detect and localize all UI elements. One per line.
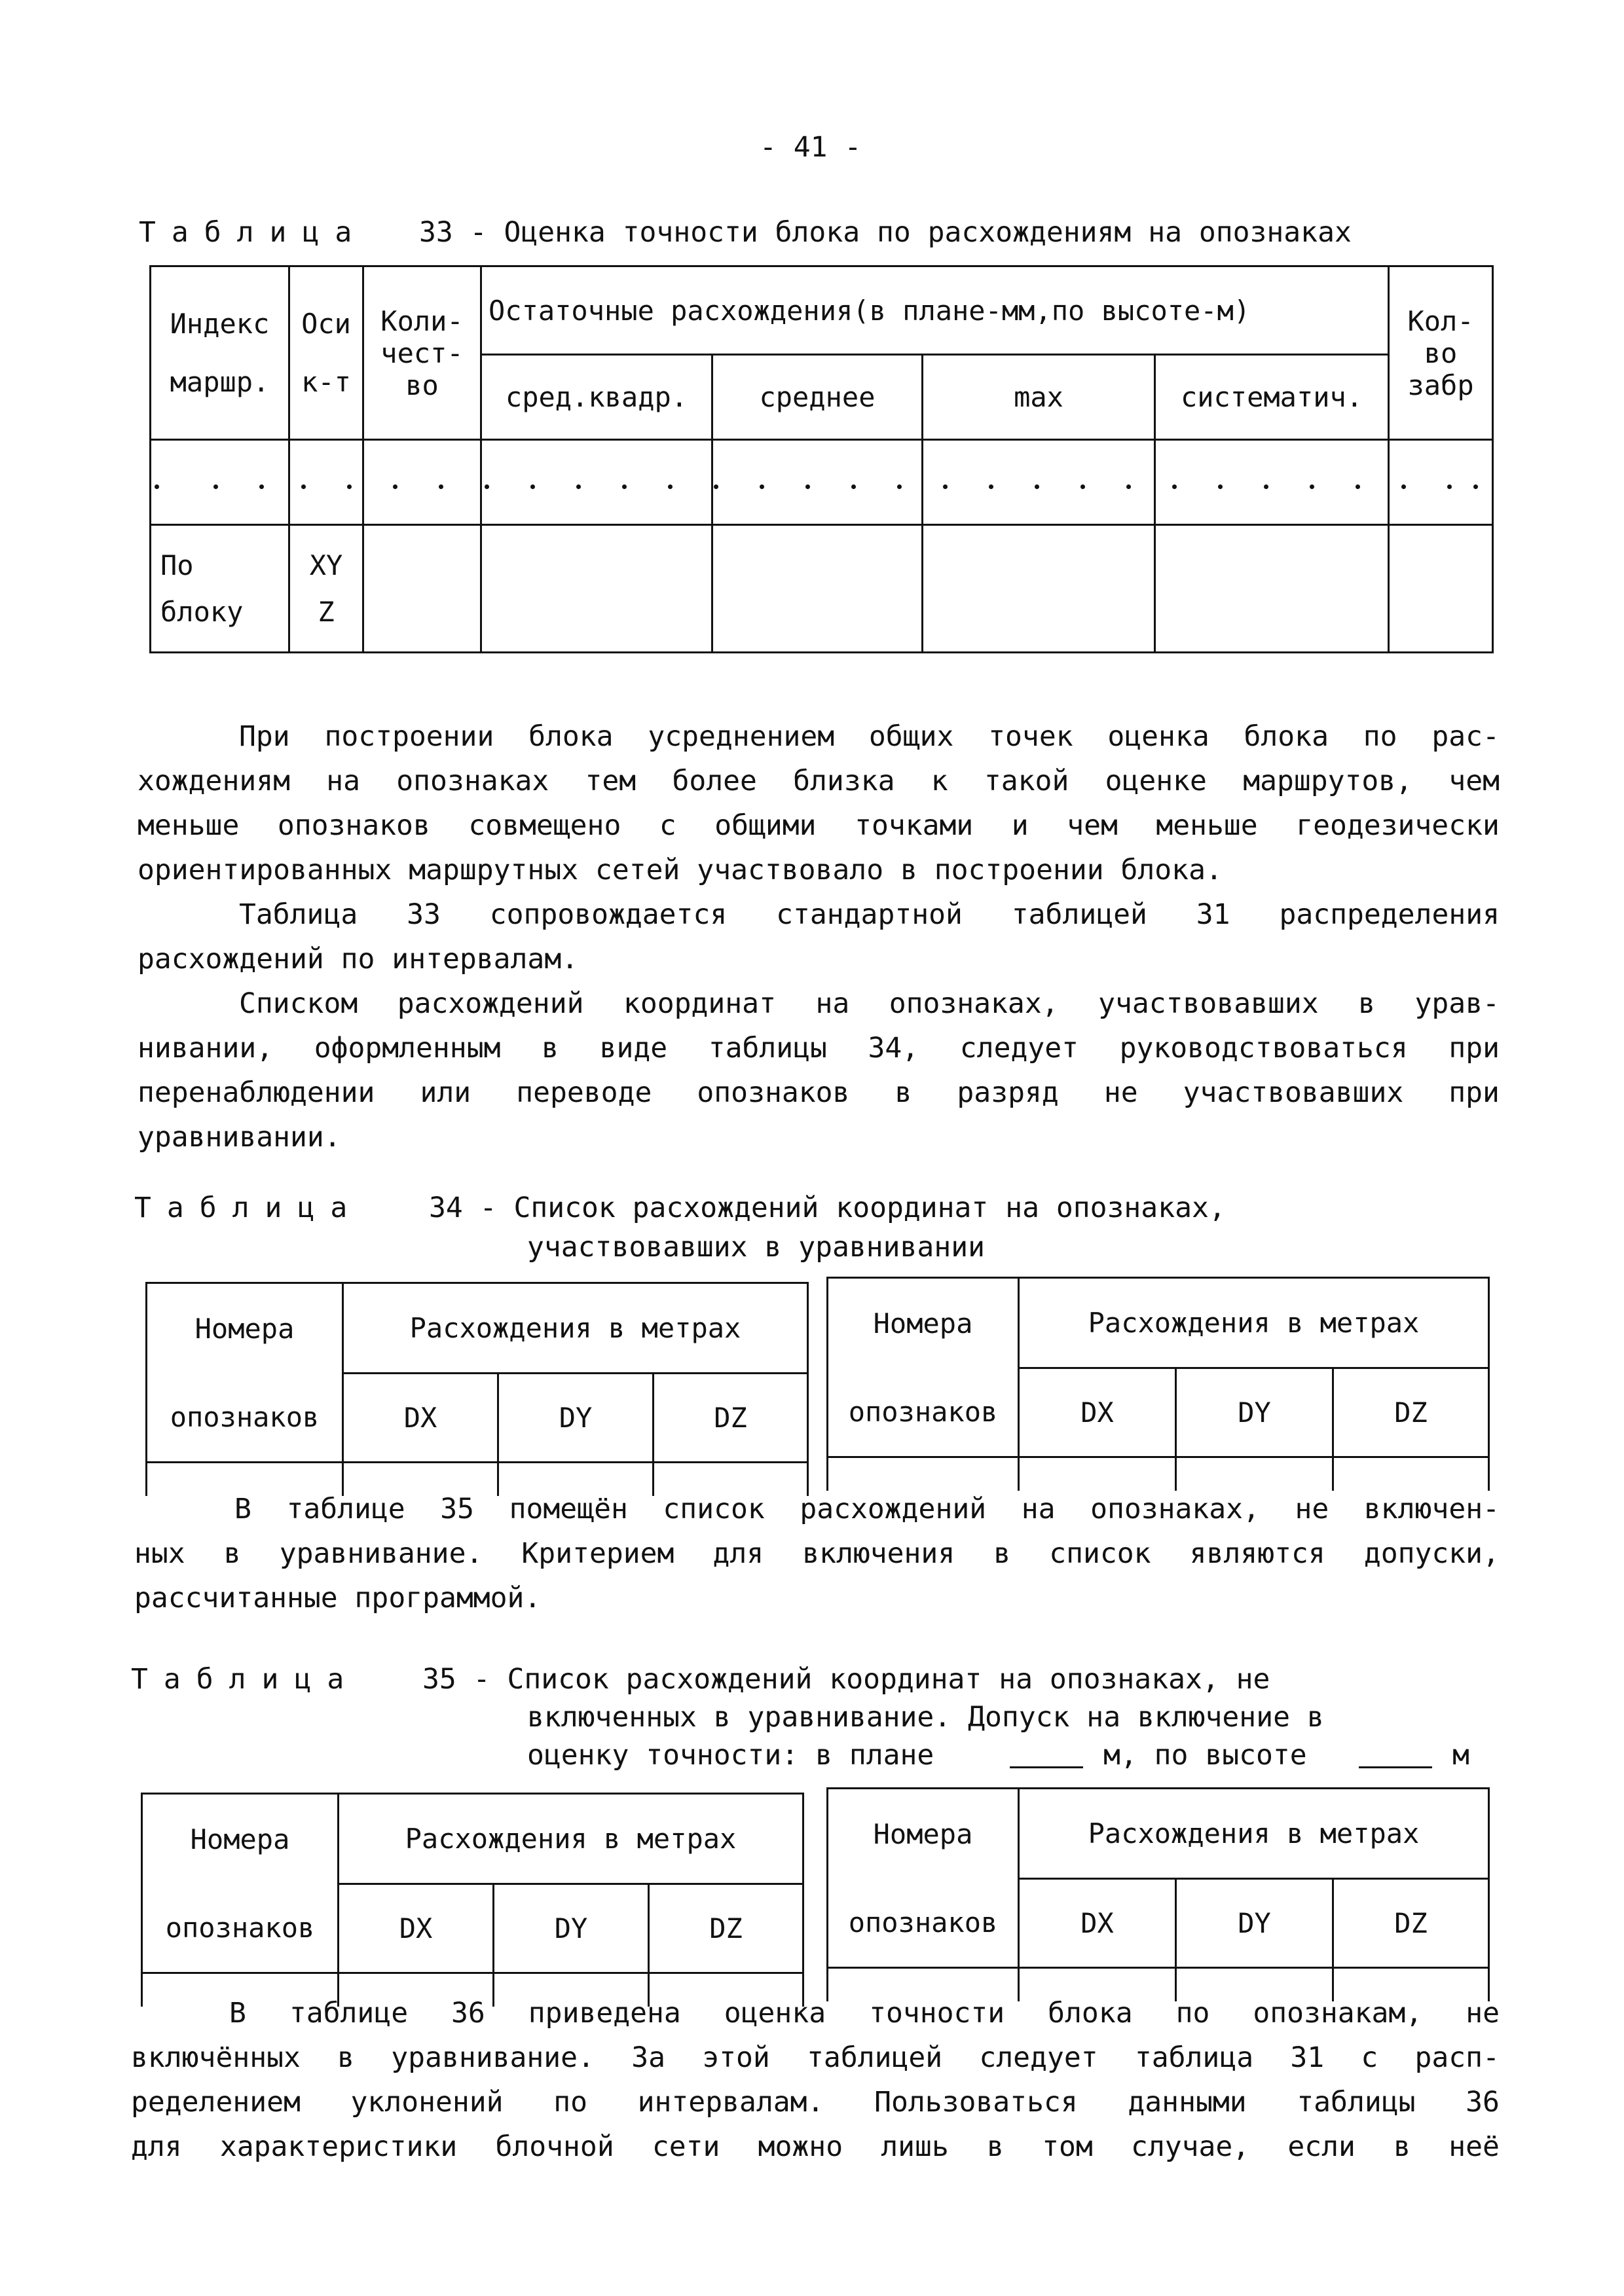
word: опознаках — [396, 765, 549, 797]
word: усреднением — [648, 720, 835, 753]
t34r-points-header: опознаков — [828, 1368, 1019, 1457]
word: меньше — [1156, 809, 1258, 842]
col-systematic-header: систематич. — [1155, 355, 1389, 440]
word: в — [987, 2130, 1004, 2163]
word: опознаках, — [1090, 1493, 1260, 1525]
word: тем — [585, 765, 637, 797]
t34l-diffs-header: Расхождения в метрах — [343, 1283, 808, 1374]
total-label-1: По — [160, 549, 194, 581]
word: на — [326, 765, 361, 797]
word: или — [420, 1076, 471, 1109]
ellipsis-row — [151, 440, 1493, 525]
p1-line1 — [239, 720, 1500, 753]
t35l-diffs-header: Расхождения в метрах — [339, 1794, 803, 1884]
word: ных — [134, 1537, 185, 1570]
word: При — [239, 720, 290, 753]
word: уравнивание. — [391, 2041, 595, 2074]
word: в — [1393, 2130, 1411, 2163]
word: 36 — [451, 1997, 485, 2030]
word: расхождений — [397, 987, 584, 1020]
p3-line2 — [138, 1032, 1500, 1065]
tolerance-height-blank[interactable] — [1359, 1741, 1432, 1768]
word: чем — [1449, 765, 1500, 797]
word: с — [659, 809, 676, 842]
word: блока — [528, 720, 614, 753]
t34r-dy-header: DY — [1176, 1368, 1333, 1457]
t34r-diffs-header: Расхождения в метрах — [1019, 1278, 1489, 1368]
word: таблице — [289, 1997, 409, 2030]
word: расп- — [1414, 2041, 1500, 2074]
word: таблицы — [1297, 2086, 1416, 2119]
word: для — [131, 2130, 182, 2163]
table-35-caption-line2: включенных в уравнивание. Допуск на включение в — [527, 1701, 1324, 1734]
word: виде — [599, 1032, 668, 1065]
word: 35 — [440, 1493, 475, 1525]
total-axes-2: Z — [318, 596, 335, 628]
word: в — [895, 1076, 912, 1109]
t34l-numbers-header: Номера — [147, 1283, 343, 1374]
col-mean-header: среднее — [712, 355, 923, 440]
t35r-dz-header: DZ — [1333, 1879, 1489, 1968]
word: неё — [1449, 2130, 1500, 2163]
word: общими — [714, 809, 817, 842]
p5-line2 — [131, 2041, 1500, 2074]
word: том — [1042, 2130, 1093, 2163]
word: таблице — [286, 1493, 405, 1525]
word: опознаках, — [889, 987, 1059, 1020]
word: опознаков — [697, 1076, 850, 1109]
table-35-caption-line3b: м, по высоте — [1103, 1739, 1307, 1772]
table-34-caption-line2: участвовавших в уравнивании — [527, 1231, 985, 1264]
table-34-caption-line1: 34 - Список расхождений координат на опознаках, — [429, 1192, 1226, 1224]
word: на — [815, 987, 850, 1020]
word: включённых — [131, 2041, 301, 2074]
p5-line3 — [131, 2086, 1500, 2119]
word: можно — [758, 2130, 843, 2163]
word: по — [553, 2086, 587, 2119]
word: на — [1021, 1493, 1056, 1525]
word: список — [663, 1493, 765, 1525]
word: нивании, — [138, 1032, 274, 1065]
word: таблицы — [708, 1032, 827, 1065]
p2-line2: расхождений по интервалам. — [138, 943, 579, 975]
p4-line2 — [134, 1537, 1500, 1570]
t34r-numbers-header: Номера — [828, 1278, 1019, 1368]
t35r-diffs-header: Расхождения в метрах — [1019, 1789, 1489, 1879]
p2-line1 — [239, 898, 1500, 931]
word: допуски, — [1363, 1537, 1500, 1570]
p5-line4 — [131, 2130, 1500, 2163]
word: 31 — [1290, 2041, 1325, 2074]
table-33-caption-text: 33 - Оценка точности блока по расхождениям на опознаках — [419, 216, 1352, 249]
word: уравнивание. — [279, 1537, 483, 1570]
word: при — [1449, 1076, 1500, 1109]
p4-line1 — [234, 1493, 1500, 1525]
t35l-points-header: опознаков — [142, 1884, 339, 1973]
word: следует — [979, 2041, 1098, 2074]
word: 36 — [1466, 2086, 1500, 2119]
tolerance-plan-blank[interactable] — [1010, 1741, 1083, 1768]
t35l-dy-header: DY — [494, 1884, 649, 1973]
word: разряд — [957, 1076, 1059, 1109]
word: включен- — [1363, 1493, 1500, 1525]
p3-line1 — [239, 987, 1500, 1020]
word: оформленным — [314, 1032, 501, 1065]
col-max-header: max — [923, 355, 1155, 440]
word: За — [631, 2041, 665, 2074]
word: руководствоваться — [1119, 1032, 1408, 1065]
table-35-left — [141, 1793, 804, 2007]
word: лишь — [881, 2130, 949, 2163]
table-35-right — [826, 1787, 1490, 2001]
word: сети — [652, 2130, 720, 2163]
word: включения — [802, 1537, 955, 1570]
word: оценка — [1107, 720, 1209, 753]
word: с — [1361, 2041, 1378, 2074]
word: оценка — [724, 1997, 826, 2030]
word: рас- — [1431, 720, 1500, 753]
word: В — [234, 1493, 251, 1525]
t34l-dx-header: DX — [343, 1374, 498, 1463]
table-35-caption-line3c: м — [1452, 1739, 1469, 1772]
word: опознакам, — [1253, 1997, 1423, 2030]
col-index-header: Индекс маршр. — [151, 266, 289, 440]
word: не — [1295, 1493, 1329, 1525]
word: ределением — [131, 2086, 301, 2119]
t34l-dz-header: DZ — [654, 1374, 808, 1463]
word: 34, — [868, 1032, 919, 1065]
word: блочной — [495, 2130, 614, 2163]
word: для — [712, 1537, 764, 1570]
word: блока — [1244, 720, 1329, 753]
word: в — [542, 1032, 559, 1065]
word: урав- — [1414, 987, 1500, 1020]
p1-line2 — [138, 765, 1500, 797]
word: уклонений — [350, 2086, 504, 2119]
t35l-numbers-header: Номера — [142, 1794, 339, 1884]
word: в — [223, 1537, 241, 1570]
word: участвовавших — [1098, 987, 1319, 1020]
word: такой — [984, 765, 1069, 797]
col-residuals-header: Остаточные расхождения(в плане-мм,по высоте-м) — [481, 266, 1389, 355]
t34r-dz-header: DZ — [1333, 1368, 1489, 1457]
word: стандартной — [776, 898, 963, 931]
word: таблицей — [807, 2041, 943, 2074]
word: при — [1449, 1032, 1500, 1065]
word: маршрутов, — [1243, 765, 1413, 797]
table-35-caption-line1: 35 - Список расхождений координат на опознаках, не — [422, 1663, 1270, 1696]
word: хождениям — [138, 765, 290, 797]
total-label-2: блоку — [160, 596, 244, 628]
word: в — [1358, 987, 1376, 1020]
table-33 — [149, 265, 1494, 653]
word: геодезически — [1296, 809, 1500, 842]
word: таблицей — [1011, 898, 1147, 931]
col-count-header: Коли- чест- во — [363, 266, 481, 440]
word: по — [1363, 720, 1397, 753]
word: чем — [1067, 809, 1118, 842]
word: распределения — [1279, 898, 1500, 931]
word: список — [1049, 1537, 1151, 1570]
word: Таблица — [239, 898, 358, 931]
word: Пользоваться — [874, 2086, 1078, 2119]
word: 33 — [407, 898, 441, 931]
p1-line3 — [138, 809, 1500, 842]
t35r-numbers-header: Номера — [828, 1789, 1019, 1879]
word: точности — [869, 1997, 1005, 2030]
word: переводе — [516, 1076, 652, 1109]
word: участвовавших — [1183, 1076, 1404, 1109]
word: совмещено — [468, 809, 621, 842]
p1-line4: ориентированных маршрутных сетей участвовало в построении блока. — [138, 854, 1223, 886]
t35l-dz-header: DZ — [649, 1884, 803, 1973]
word: перенаблюдении — [138, 1076, 375, 1109]
p3-line4: уравнивании. — [138, 1121, 341, 1154]
word: являются — [1189, 1537, 1325, 1570]
t35r-dy-header: DY — [1176, 1879, 1333, 1968]
word: приведена — [528, 1997, 681, 2030]
word: общих — [868, 720, 954, 753]
col-rejected-header: Кол- во забр — [1389, 266, 1493, 440]
word: характеристики — [219, 2130, 458, 2163]
word: близка — [793, 765, 895, 797]
word: сопровождается — [489, 898, 728, 931]
word: более — [672, 765, 757, 797]
word: оценке — [1105, 765, 1207, 797]
col-axes-header: Оси к-т — [289, 266, 363, 440]
word: этой — [702, 2041, 770, 2074]
table-35-caption-label: Таблица — [131, 1663, 360, 1696]
t34r-dx-header: DX — [1019, 1368, 1176, 1457]
word: интервалам. — [637, 2086, 824, 2119]
table-34-caption-label: Таблица — [134, 1192, 363, 1224]
table-33-caption-label: Таблица — [139, 216, 368, 249]
word: следует — [959, 1032, 1079, 1065]
word: в — [337, 2041, 355, 2074]
word: точек — [988, 720, 1073, 753]
total-row — [151, 525, 1493, 653]
word: данными — [1128, 2086, 1247, 2119]
table-35-caption-line3a: оценку точности: в плане — [527, 1739, 934, 1772]
word: расхождений — [800, 1493, 987, 1525]
word: меньше — [138, 809, 240, 842]
t34l-dy-header: DY — [498, 1374, 654, 1463]
word: Критерием — [521, 1537, 674, 1570]
total-axes-1: XY — [309, 549, 343, 581]
t35r-dx-header: DX — [1019, 1879, 1176, 1968]
word: не — [1103, 1076, 1138, 1109]
word: к — [931, 765, 948, 797]
word: случае, — [1130, 2130, 1250, 2163]
col-rms-header: сред.квадр. — [481, 355, 712, 440]
t35l-dx-header: DX — [339, 1884, 494, 1973]
p3-line3 — [138, 1076, 1500, 1109]
word: блока — [1048, 1997, 1133, 2030]
t34l-points-header: опознаков — [147, 1374, 343, 1463]
word: в — [993, 1537, 1011, 1570]
word: по — [1175, 1997, 1210, 2030]
word: В — [229, 1997, 246, 2030]
word: помещён — [509, 1493, 628, 1525]
word: если — [1287, 2130, 1356, 2163]
t35r-points-header: опознаков — [828, 1879, 1019, 1968]
word: координат — [623, 987, 776, 1020]
table-34-right — [826, 1277, 1490, 1491]
word: построении — [324, 720, 494, 753]
p4-line3: рассчитанные программой. — [134, 1582, 542, 1614]
page-number: - 41 - — [760, 131, 862, 164]
word: опознаков — [277, 809, 430, 842]
word: не — [1466, 1997, 1500, 2030]
p5-line1 — [229, 1997, 1500, 2030]
table-34-left — [145, 1282, 809, 1496]
word: и — [1011, 809, 1029, 842]
word: точками — [855, 809, 974, 842]
word: таблица — [1134, 2041, 1254, 2074]
word: Списком — [239, 987, 358, 1020]
word: 31 — [1196, 898, 1230, 931]
